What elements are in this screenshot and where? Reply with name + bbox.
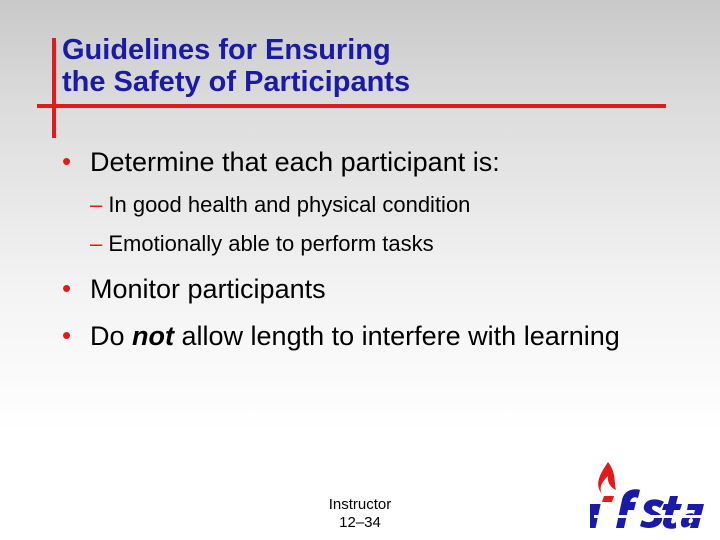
bullet-text-2: Monitor participants bbox=[90, 274, 326, 304]
bullet-text-3 bbox=[90, 317, 690, 355]
footer bbox=[300, 496, 420, 532]
bullet-icon: • bbox=[62, 320, 72, 350]
title-vertical-rule bbox=[52, 38, 56, 138]
sub-text-1: In good health and physical condition bbox=[108, 192, 471, 217]
sub-item-1 bbox=[90, 190, 690, 220]
sub-text-2: Emotionally able to perform tasks bbox=[108, 231, 434, 256]
bullet-text-1: Determine that each participant is: bbox=[90, 147, 500, 177]
bullet-text-3-emphasis: not bbox=[132, 321, 175, 351]
footer-line-1: Instructor bbox=[328, 496, 392, 513]
title-line-1: Guidelines for Ensuring bbox=[62, 34, 391, 66]
title-underline-rule bbox=[37, 104, 666, 108]
bullet-icon: • bbox=[62, 146, 72, 176]
bullet-text-3-pre: Do bbox=[90, 321, 133, 351]
bullet-text-3-post: allow length to interfere with learning bbox=[174, 321, 620, 351]
slide-title bbox=[62, 34, 662, 98]
footer-page-number: 12–34 bbox=[339, 514, 381, 531]
dash-icon: – bbox=[90, 231, 103, 256]
title-line-2: the Safety of Participants bbox=[62, 66, 411, 98]
bullet-icon: • bbox=[62, 273, 72, 303]
dash-icon: – bbox=[90, 192, 103, 217]
ifsta-logo-icon bbox=[590, 460, 710, 532]
sub-item-2 bbox=[90, 229, 690, 259]
